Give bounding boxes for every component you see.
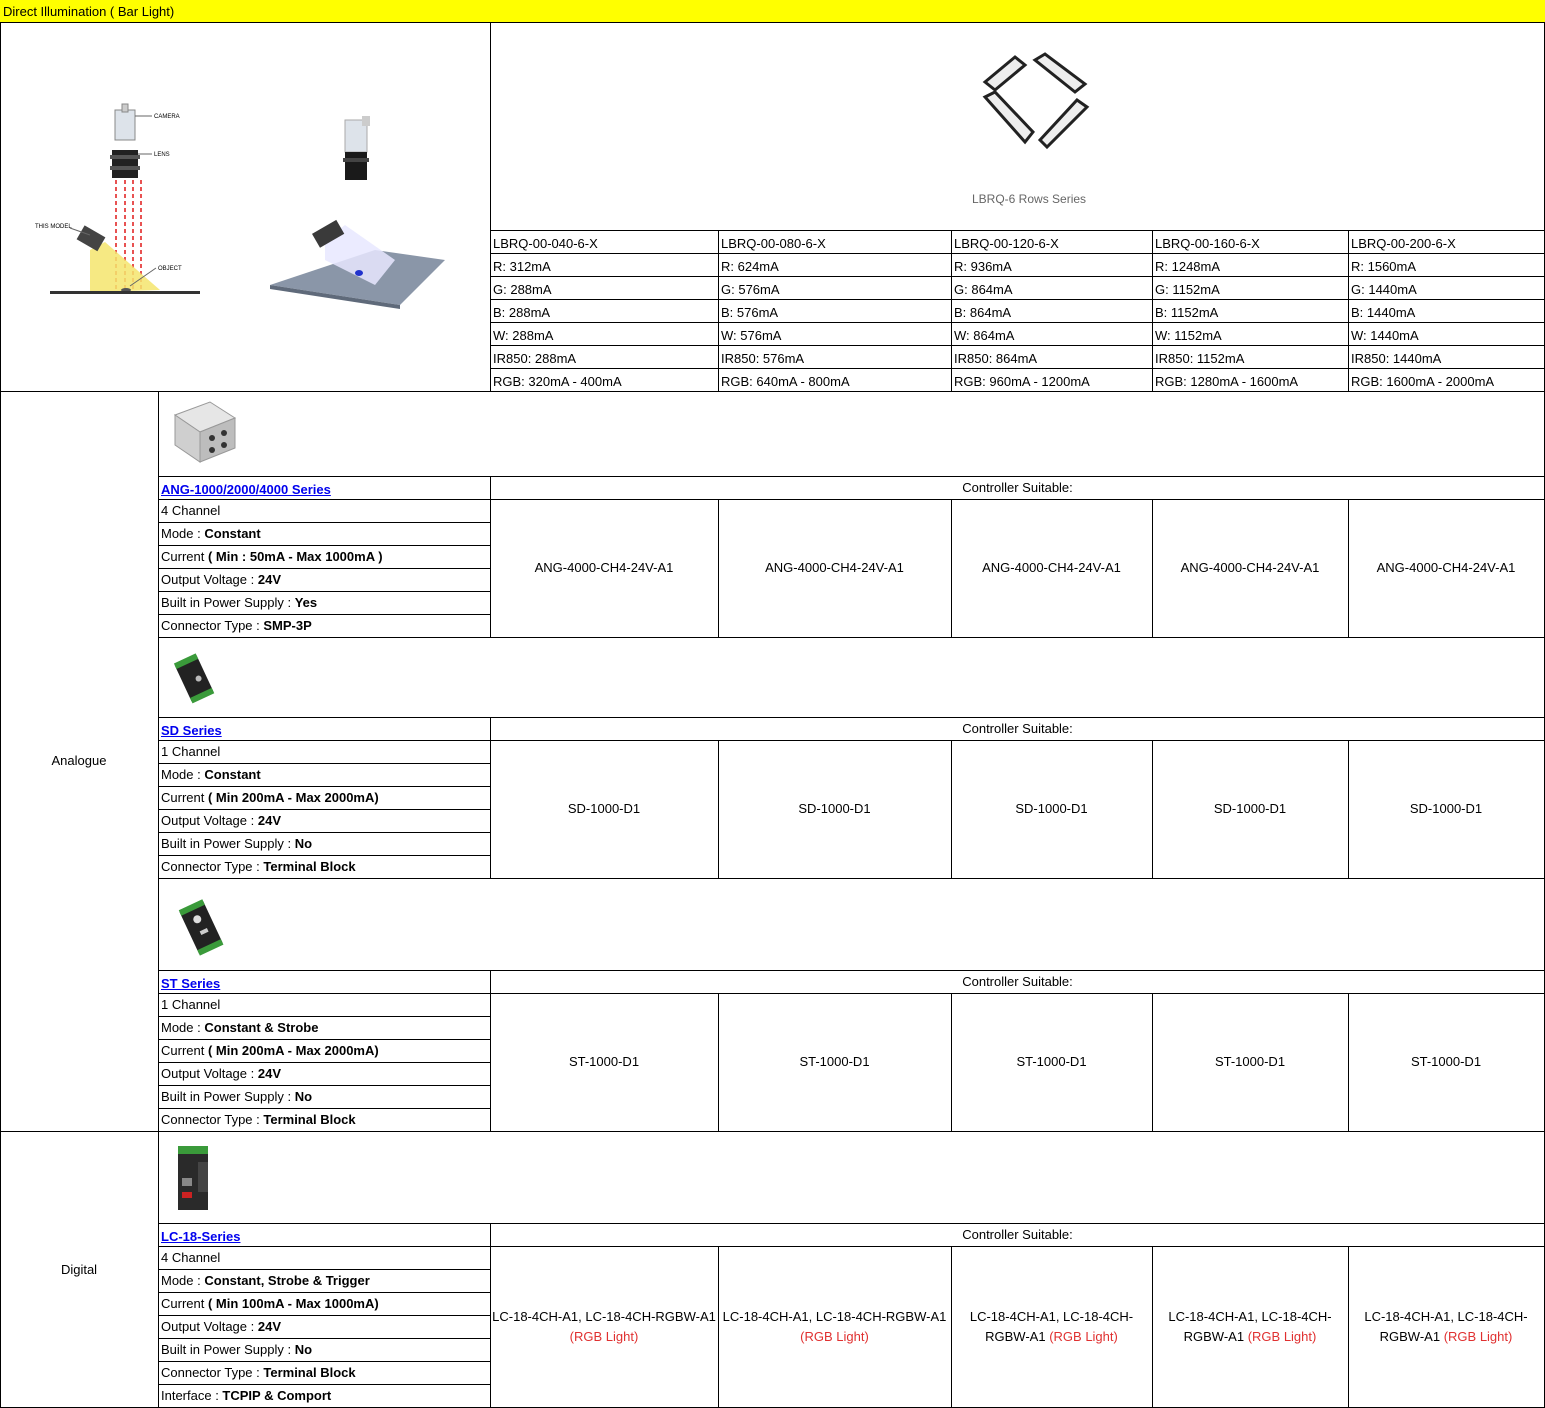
- spec-row: Output Voltage : 24V: [161, 1066, 281, 1081]
- spec-row: Mode : Constant, Strobe & Trigger: [161, 1273, 370, 1288]
- model-ir: IR850: 1152mA: [1155, 351, 1245, 366]
- spec-row: Current ( Min 200mA - Max 2000mA): [161, 790, 379, 805]
- model-name: LBRQ-00-160-6-X: [1155, 236, 1260, 251]
- model-name: LBRQ-00-200-6-X: [1351, 236, 1456, 251]
- spec-row: Built in Power Supply : No: [161, 1089, 313, 1104]
- controller-suitable-header: Controller Suitable:: [962, 720, 1073, 736]
- suitable-cell: ST-1000-D1: [799, 1054, 870, 1069]
- series-link-sd[interactable]: SD Series: [161, 723, 222, 738]
- model-r: R: 312mA: [493, 259, 551, 274]
- spec-row: Output Voltage : 24V: [161, 572, 281, 587]
- spec-row: Output Voltage : 24V: [161, 1319, 281, 1334]
- model-ir: IR850: 288mA: [493, 351, 577, 366]
- suitable-cell: ANG-4000-CH4-24V-A1: [1376, 560, 1516, 575]
- illumination-diagram: [30, 100, 220, 300]
- model-ir: IR850: 576mA: [721, 351, 805, 366]
- model-r: R: 624mA: [721, 259, 779, 274]
- suitable-cell: ANG-4000-CH4-24V-A1: [982, 560, 1121, 575]
- lc18-controller-image: [172, 1142, 216, 1214]
- model-b: B: 1152mA: [1155, 305, 1219, 320]
- model-w: W: 1152mA: [1155, 328, 1222, 343]
- spec-row: Mode : Constant: [161, 767, 261, 782]
- camera-icon: [115, 110, 135, 140]
- series-link-lc18[interactable]: LC-18-Series: [161, 1229, 241, 1244]
- model-r: R: 1248mA: [1155, 259, 1221, 274]
- model-rgb: RGB: 320mA - 400mA: [493, 374, 622, 389]
- spec-row: Built in Power Supply : No: [161, 836, 313, 851]
- spec-row: Current ( Min : 50mA - Max 1000mA ): [161, 549, 383, 564]
- suitable-cell: SD-1000-D1: [1213, 801, 1287, 816]
- lens-icon: [112, 150, 138, 178]
- page-title: Direct Illumination ( Bar Light): [3, 4, 175, 19]
- model-name: LBRQ-00-080-6-X: [721, 236, 826, 251]
- suitable-cell: LC-18-4CH-A1, LC-18-4CH-RGBW-A1 (RGB Light): [1168, 1309, 1332, 1344]
- model-b: B: 1440mA: [1351, 305, 1416, 320]
- model-name: LBRQ-00-040-6-X: [493, 236, 598, 251]
- suitable-cell: SD-1000-D1: [567, 801, 641, 816]
- group-label-analogue: Analogue: [51, 753, 107, 768]
- spec-row: Connector Type : Terminal Block: [161, 1365, 356, 1380]
- model-g: G: 576mA: [721, 282, 780, 297]
- series-link-st[interactable]: ST Series: [161, 976, 221, 991]
- suitable-cell: ANG-4000-CH4-24V-A1: [534, 560, 674, 575]
- model-w: W: 576mA: [721, 328, 782, 343]
- model-ir: IR850: 864mA: [954, 351, 1038, 366]
- suitable-cell: ST-1000-D1: [1410, 1054, 1482, 1069]
- spec-row: Connector Type : Terminal Block: [161, 1112, 356, 1127]
- spec-row: Built in Power Supply : No: [161, 1342, 313, 1357]
- sd-controller-image: [170, 650, 220, 705]
- model-w: W: 288mA: [493, 328, 554, 343]
- controller-suitable-header: Controller Suitable:: [962, 973, 1073, 989]
- model-b: B: 288mA: [493, 305, 551, 320]
- suitable-cell: LC-18-4CH-A1, LC-18-4CH-RGBW-A1 (RGB Light): [492, 1309, 716, 1344]
- spec-row: Connector Type : SMP-3P: [161, 618, 312, 633]
- model-ir: IR850: 1440mA: [1351, 351, 1442, 366]
- model-b: B: 864mA: [954, 305, 1012, 320]
- spec-row: Interface : TCPIP & Comport: [161, 1388, 332, 1403]
- spec-row: Built in Power Supply : Yes: [161, 595, 318, 610]
- spec-row: Current ( Min 200mA - Max 2000mA): [161, 1043, 379, 1058]
- suitable-cell: ANG-4000-CH4-24V-A1: [1180, 560, 1320, 575]
- group-label-digital: Digital: [60, 1261, 98, 1277]
- suitable-cell: LC-18-4CH-A1, LC-18-4CH-RGBW-A1 (RGB Light): [969, 1309, 1134, 1344]
- model-b: B: 576mA: [721, 305, 779, 320]
- object-label: OBJECT: [158, 266, 182, 272]
- model-rgb: RGB: 1600mA - 2000mA: [1351, 374, 1495, 389]
- st-controller-image: [174, 896, 230, 958]
- illumination-3d-view: [265, 110, 455, 310]
- title-bar: [0, 0, 1545, 23]
- lbrq-product-image: [975, 52, 1095, 152]
- model-r: R: 1560mA: [1351, 259, 1417, 274]
- spec-row: 1 Channel: [161, 744, 221, 759]
- grid-line: [490, 23, 491, 391]
- spec-row: Mode : Constant & Strobe: [161, 1020, 319, 1035]
- model-rgb: RGB: 960mA - 1200mA: [954, 374, 1090, 389]
- spec-row: Output Voltage : 24V: [161, 813, 281, 828]
- suitable-cell: SD-1000-D1: [798, 801, 871, 816]
- lens-label: LENS: [154, 152, 170, 158]
- spec-row: 4 Channel: [161, 503, 221, 518]
- controller-suitable-header: Controller Suitable:: [962, 1226, 1073, 1242]
- suitable-cell: LC-18-4CH-A1, LC-18-4CH-RGBW-A1 (RGB Light): [722, 1309, 947, 1344]
- spec-row: 1 Channel: [161, 997, 221, 1012]
- product-caption: LBRQ-6 Rows Series: [972, 192, 1087, 206]
- model-w: W: 1440mA: [1351, 328, 1419, 343]
- suitable-cell: ST-1000-D1: [1016, 1054, 1087, 1069]
- this-model-label: THIS MODEL: [35, 224, 72, 230]
- spec-row: Current ( Min 100mA - Max 1000mA): [161, 1296, 379, 1311]
- spec-row: 4 Channel: [161, 1250, 221, 1265]
- controller-suitable-header: Controller Suitable:: [962, 479, 1073, 495]
- suitable-cell: SD-1000-D1: [1015, 801, 1088, 816]
- model-rgb: RGB: 640mA - 800mA: [721, 374, 850, 389]
- suitable-cell: LC-18-4CH-A1, LC-18-4CH-RGBW-A1 (RGB Light): [1364, 1309, 1528, 1344]
- suitable-cell: ANG-4000-CH4-24V-A1: [765, 560, 904, 575]
- model-g: G: 288mA: [493, 282, 552, 297]
- camera-label: CAMERA: [154, 114, 180, 120]
- model-w: W: 864mA: [954, 328, 1015, 343]
- suitable-cell: ST-1000-D1: [1214, 1054, 1286, 1069]
- ang-controller-image: [170, 400, 240, 468]
- series-link-ang[interactable]: ANG-1000/2000/4000 Series: [161, 482, 331, 497]
- model-r: R: 936mA: [954, 259, 1012, 274]
- spec-row: Mode : Constant: [161, 526, 261, 541]
- model-name: LBRQ-00-120-6-X: [954, 236, 1059, 251]
- suitable-cell: SD-1000-D1: [1409, 801, 1483, 816]
- suitable-cell: ST-1000-D1: [568, 1054, 640, 1069]
- model-g: G: 1440mA: [1351, 282, 1417, 297]
- model-g: G: 1152mA: [1155, 282, 1220, 297]
- model-rgb: RGB: 1280mA - 1600mA: [1155, 374, 1299, 389]
- model-g: G: 864mA: [954, 282, 1013, 297]
- spec-row: Connector Type : Terminal Block: [161, 859, 356, 874]
